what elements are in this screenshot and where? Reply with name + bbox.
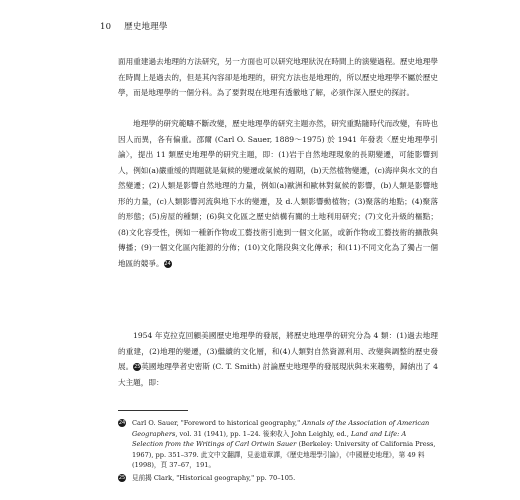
paragraph-2 bbox=[118, 116, 438, 271]
paragraph-3 bbox=[118, 328, 438, 390]
paragraph-1: 面用重建過去地理的方法研究，另一方面也可以研究地理狀況在時間上的演變過程。歷史地理學在時間上是過去的，但是其內容卻是地理的，研究方法也是地理的，所以歷史地理學不屬於歷史學，而是地理學的一個分科。為了要對現在地理有透徹地了解，必須作深入歷史的探討。 bbox=[118, 57, 438, 97]
footnotes bbox=[118, 418, 438, 485]
footnote-marker: 24 bbox=[118, 420, 126, 426]
footnote-24 bbox=[118, 418, 438, 471]
page-number: 10 bbox=[100, 22, 112, 32]
footnote-text bbox=[132, 418, 438, 471]
paragraph-3-text-b: 英國地理學者史密斯 (C. T. Smith) 討論歷史地理學的發展現狀與未來趨勢，歸納出了 4 大主題，即： bbox=[118, 362, 438, 387]
paragraph-3-text-a: 1954 年克拉克回顧美國歷史地理學的發展，將歷史地理學的研究分為 4 類：(1)過去地理的重建，(2)地理的變遷，(3)繼續的文化層，和(4)人類對自然資源利用、改變與調整的歷史發展。 bbox=[118, 331, 438, 371]
footnote-text-part: , vol. 31 (1941), pp. 1–24. 後來收入 John Leighly, ed., bbox=[175, 429, 351, 438]
footnote-25 bbox=[118, 473, 438, 484]
footnote-divider bbox=[118, 410, 188, 411]
footnote-ref-24[interactable]: 24 bbox=[164, 260, 171, 267]
paragraph-2-text: 地理學的研究範疇不斷改變，歷史地理學的研究主題亦然，研究重點隨時代而改變，有時也因人而異，各有偏重。邵爾 (Carl O. Sauer, 1889～1975) 於 1941 年發表〈歷史地理學引論〉，提出 11 類歷史地理學的研究主題，即：(1)岩于自然地理現象的長期變遷，可能影響到人，例如(a)嚴重缓的問題就是氣候的變遷或氣候的週期，(b)天然植物變遷，(c)海岸與水文的自然變遷；(2)人類是影響自然地理的力量，例如(a)歐洲和歐林對氣候的影響，(b)人類是影響地形的力量，(c)人類影響河流與地下水的變遷，及 d.人類影響動植物；(3)聚落的地點；(4)聚落的形態；(5)房屋的種類；(6)與文化區之歷史結構有關的土地利用研究；(7)文化升級的樞點；(8)文化容受性，例如一種新作物或工藝技術引進到一個文化區，或新作物或工藝技術的擴散與傳播；(9)一個文化區內能源的分佈；(10)文化階段與文化傳承；和(11)不同文化為了獨占一個地區的競爭。 bbox=[118, 119, 438, 268]
footnote-ref-25[interactable]: 25 bbox=[134, 364, 141, 370]
footnote-text-part: (Berkeley: University of California Press, 1967), pp. 351–379. 此文中文翻譯，見姜道章譯，《歷史地理學引論》，《中國歷史地理》，第 49 料 (1998)，頁 37–67，191。 bbox=[132, 440, 436, 469]
footnote-text-part: Carl O. Sauer, "Foreword to historical geography," bbox=[132, 419, 303, 427]
book-title: Land and Life: A Selection from the Writings of Carl Ortwin Sauer bbox=[132, 429, 407, 448]
running-title: 歷史地理學 bbox=[124, 22, 168, 32]
running-header bbox=[100, 20, 168, 32]
footnote-marker: 25 bbox=[118, 474, 126, 481]
footnote-text: 見前揭 Clark, "Historical geography," pp. 70–105. bbox=[132, 473, 296, 482]
journal-title: Annals of the Association of American Geographers bbox=[132, 419, 430, 438]
